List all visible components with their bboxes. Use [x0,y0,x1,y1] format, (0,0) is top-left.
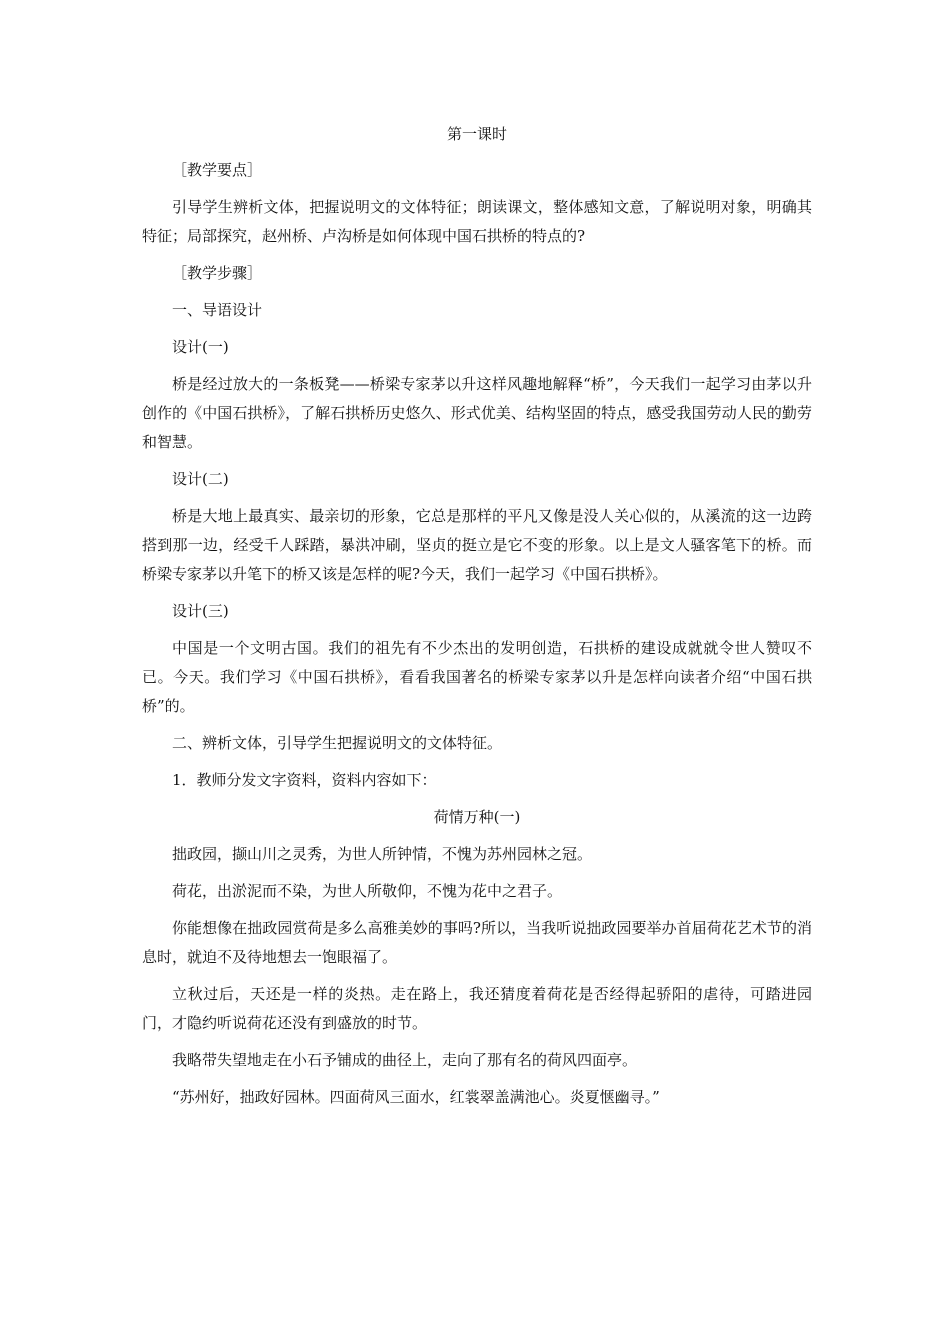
lesson-title: 第一课时 [446,125,507,143]
section-2-heading: 二、辨析文体，引导学生把握说明文的文体特征。 [172,734,503,752]
section-1-heading: 一、导语设计 [172,301,263,319]
material-paragraph: “苏州好，拙政好园林。四面荷风三面水，红裳翠盖满池心。炎夏惬幽寻。” [172,1088,660,1106]
material-paragraph: 荷花，出淤泥而不染，为世人所敬仰，不愧为花中之君子。 [172,882,563,900]
material-paragraph: 立秋过后，天还是一样的炎热。走在路上，我还猜度着荷花是否经得起骄阳的虐待，可踏进园门，才隐约听说荷花还没有到盛放的时节。 [142,985,812,1032]
design-3-heading: 设计(三) [172,602,229,620]
heading-teaching-points: ［教学要点］ [172,161,263,179]
design-2-text: 桥是大地上最真实、最亲切的形象，它总是那样的平凡又像是没人关心似的，从溪流的这一边跨搭到那一边，经受千人踩踏，暴洪冲刷，坚贞的挺立是它不变的形象。以上是文人骚客笔下的桥。而桥梁专家茅以升笔下的桥又该是怎样的呢?今天，我们一起学习《中国石拱桥》。 [142,507,812,583]
section-2-item-1: 1．教师分发文字资料，资料内容如下： [172,771,437,789]
heading-teaching-steps: ［教学步骤］ [172,264,263,282]
material-paragraph: 你能想像在拙政园赏荷是多么高雅美妙的事吗?所以，当我听说拙政园要举办首届荷花艺术节的消息时，就迫不及待地想去一饱眼福了。 [142,919,812,966]
material-paragraph: 我略带失望地走在小石予铺成的曲径上，走向了那有名的荷风四面亭。 [172,1051,638,1069]
document-page [142,120,812,1120]
material-title: 荷情万种(一) [433,808,521,826]
material-paragraph: 拙政园，撷山川之灵秀，为世人所钟情，不愧为苏州园林之冠。 [172,845,593,863]
teaching-points-text: 引导学生辨析文体，把握说明文的文体特征；朗读课文，整体感知文意，了解说明对象，明确其特征；局部探究，赵州桥、卢沟桥是如何体现中国石拱桥的特点的? [142,198,812,245]
design-2-heading: 设计(二) [172,470,229,488]
design-1-text: 桥是经过放大的一条板凳——桥梁专家茅以升这样风趣地解释“桥”，今天我们一起学习由茅以升创作的《中国石拱桥》，了解石拱桥历史悠久、形式优美、结构坚固的特点，感受我国劳动人民的勤劳和智慧。 [142,375,812,451]
design-3-text: 中国是一个文明古国。我们的祖先有不少杰出的发明创造，石拱桥的建设成就就令世人赞叹不已。今天。我们学习《中国石拱桥》，看看我国著名的桥梁专家茅以升是怎样向读者介绍“中国石拱桥”的。 [142,639,812,715]
design-1-heading: 设计(一) [172,338,229,356]
